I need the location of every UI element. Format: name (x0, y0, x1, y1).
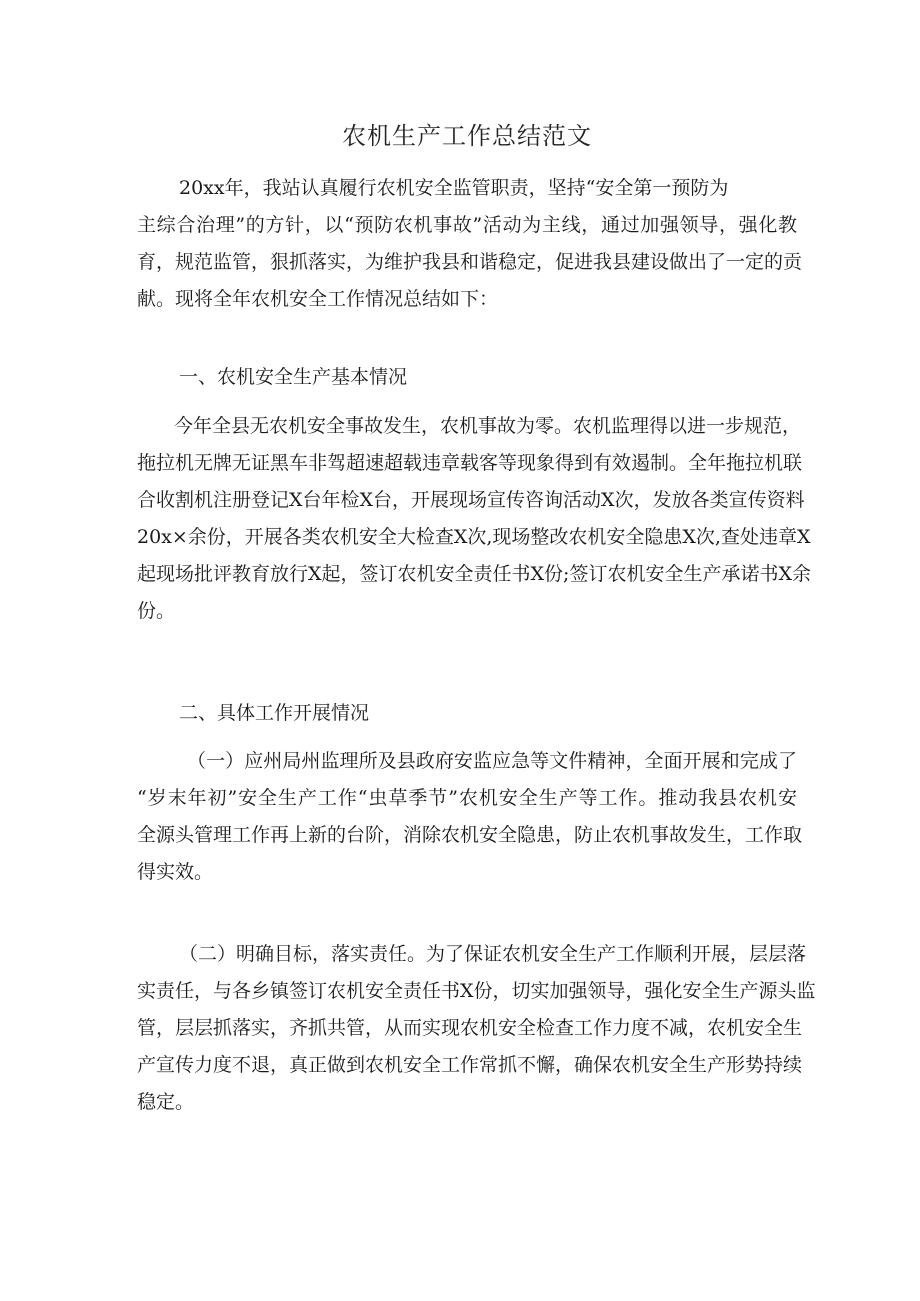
item1-line-1: （一）应州局州监理所及县政府安监应急等文件精神，全面开展和完成了 (187, 750, 797, 772)
intro-paragraph (137, 170, 803, 318)
section1-line-6: 份。 (137, 600, 176, 622)
item2-line-2: 实责任，与各乡镇签订农机安全责任书X份，切实加强领导，强化安全生产源头监 (137, 980, 816, 1002)
section2-item1-paragraph (137, 743, 803, 891)
section1-line-5: 起现场批评教育放行X起，签订农机安全责任书X份;签订农机安全生产承诺书X余 (137, 563, 811, 585)
item2-line-3: 管，层层抓落实，齐抓共管，从而实现农机安全检查工作力度不减，农机安全生 (137, 1017, 803, 1039)
intro-line-1: 20xx年，我站认真履行农机安全监管职责，坚持“安全第一预防为 (179, 177, 729, 199)
section1-heading: 一、农机安全生产基本情况 (179, 366, 408, 388)
intro-line-2: 主综合治理”的方针，以“预防农机事故”活动为主线，通过加强领导，强化教 (137, 214, 797, 236)
section2-item2-paragraph (137, 936, 816, 1121)
section1-line-1: 今年全县无农机安全事故发生，农机事故为零。农机监理得以进一步规范， (174, 415, 802, 437)
item1-line-3: 全源头管理工作再上新的台阶，消除农机安全隐患，防止农机事故发生，工作取 (137, 824, 803, 846)
item2-line-1: （二）明确目标，落实责任。为了保证农机安全生产工作顺利开展，层层落 (179, 943, 807, 965)
intro-line-4: 献。现将全年农机安全工作情况总结如下： (137, 288, 499, 310)
section1-paragraph (137, 408, 811, 630)
item2-line-5: 稳定。 (137, 1091, 195, 1113)
section1-line-2: 拖拉机无牌无证黑车非驾超速超载违章载客等现象得到有效遏制。全年拖拉机联 (137, 452, 803, 474)
section1-line-3: 合收割机注册登记X台年检X台，开展现场宣传咨询活动X次，发放各类宣传资料 (137, 489, 805, 511)
item1-line-4: 得实效。 (137, 861, 214, 883)
document-title: 农机生产工作总结范文 (342, 122, 592, 150)
item1-line-2: “岁末年初”安全生产工作“虫草季节”农机安全生产等工作。推动我县农机安 (137, 787, 797, 809)
section2-heading: 二、具体工作开展情况 (179, 702, 370, 724)
section1-line-4: 20x×余份，开展各类农机安全大检查X次,现场整改农机安全隐患X次,查处违章X (137, 526, 811, 548)
intro-line-3: 育，规范监管，狠抓落实，为维护我县和谐稳定，促进我县建设做出了一定的贡 (137, 251, 803, 273)
item2-line-4: 产宣传力度不退，真正做到农机安全工作常抓不懈，确保农机安全生产形势持续 (137, 1054, 803, 1076)
